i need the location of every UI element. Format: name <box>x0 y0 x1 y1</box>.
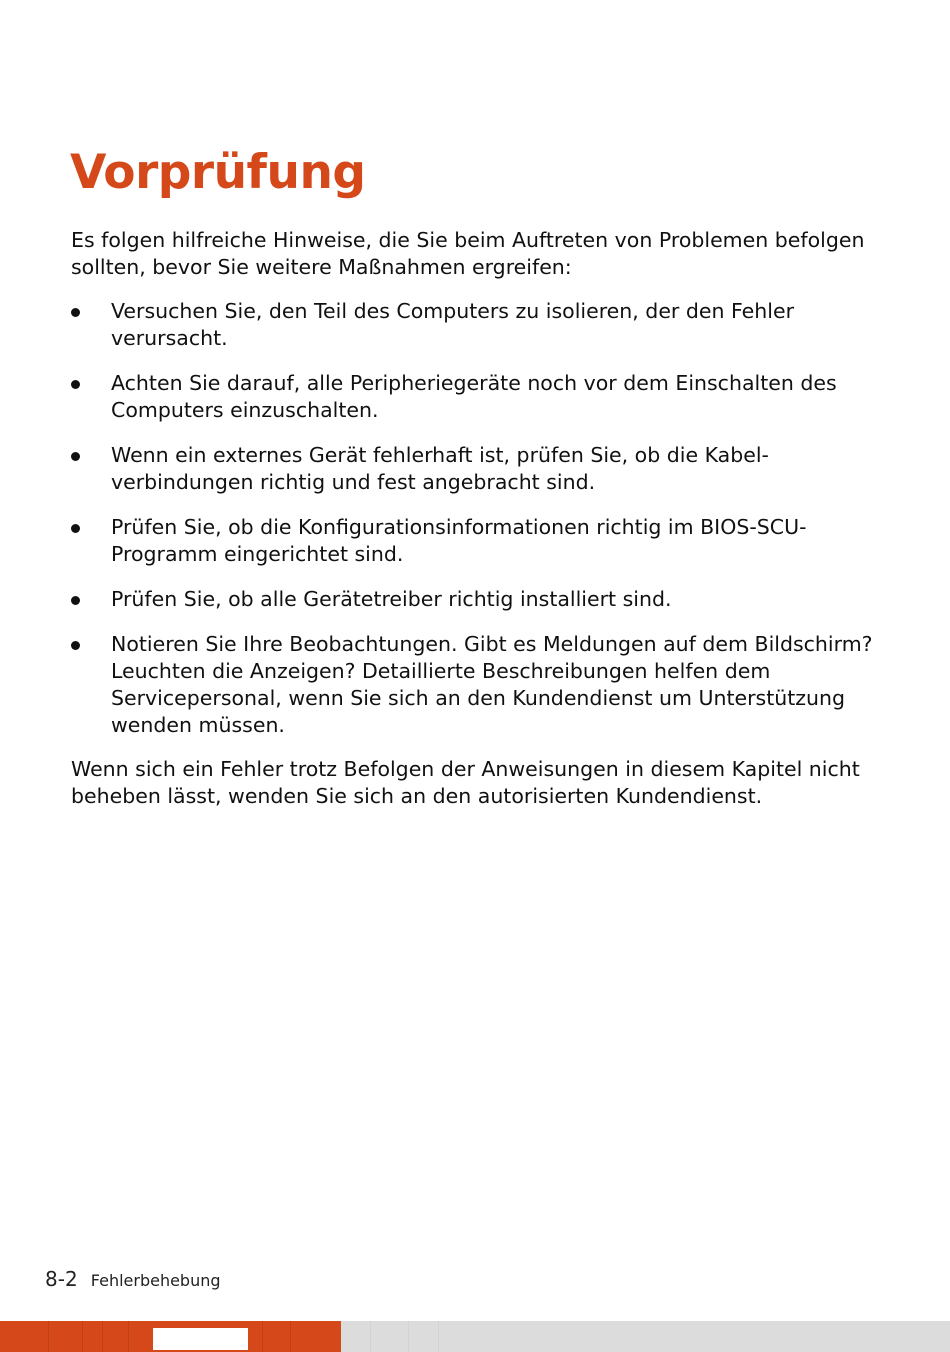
closing-paragraph: Wenn sich ein Fehler trotz Befolgen der Anweisungen in diesem Kapitel nicht beheben lässt, wenden Sie sich an den autorisierten Kundendienst. <box>71 757 860 808</box>
list-item <box>71 370 881 424</box>
bullet-list <box>71 298 881 757</box>
list-item-text: Versuchen Sie, den Teil des Computers zu isolieren, der den Fehler verursacht. <box>111 299 795 350</box>
page-title: Vorprüfung <box>70 145 366 200</box>
page-number: 8-2 <box>45 1267 78 1291</box>
chapter-name: Fehlerbehebung <box>90 1271 221 1290</box>
bar-divider <box>82 1321 83 1352</box>
bullet-icon <box>71 380 80 389</box>
list-item-text: Achten Sie darauf, alle Peripheriegeräte noch vor dem Einschalten des Computers einzuschalten. <box>111 371 837 422</box>
intro-paragraph: Es folgen hilfreiche Hinweise, die Sie beim Auftreten von Problemen befolgen sollten, bevor Sie weitere Maßnahmen ergreifen: <box>71 228 865 279</box>
bar-divider <box>438 1321 439 1352</box>
bullet-icon <box>71 596 80 605</box>
list-item-text: Wenn ein externes Gerät fehlerhaft ist, prüfen Sie, ob die Kabel-verbindungen richtig und fest angebracht sind. <box>111 443 769 494</box>
list-item <box>71 631 881 739</box>
list-item-text: Prüfen Sie, ob alle Gerätetreiber richtig installiert sind. <box>111 587 672 611</box>
list-item <box>71 298 881 352</box>
bar-divider <box>370 1321 371 1352</box>
list-item-text: Prüfen Sie, ob die Konfigurationsinformationen richtig im BIOS-SCU-Programm eingerichtet sind. <box>111 515 807 566</box>
list-item-text: Notieren Sie Ihre Beobachtungen. Gibt es Meldungen auf dem Bildschirm? Leuchten die Anzeigen? Detaillierte Beschreibungen helfen dem Servicepersonal, wenn Sie sich an den Kundendienst um Unterstützung wenden müssen. <box>111 632 873 737</box>
bar-divider <box>128 1321 129 1352</box>
bullet-icon <box>71 641 80 650</box>
bullet-icon <box>71 452 80 461</box>
footer-color-bar <box>0 1321 950 1352</box>
bar-divider <box>102 1321 103 1352</box>
list-item <box>71 586 881 613</box>
bar-divider <box>290 1321 291 1352</box>
bullet-icon <box>71 308 80 317</box>
list-item <box>71 442 881 496</box>
list-item <box>71 514 881 568</box>
footer-white-block <box>153 1328 248 1350</box>
bullet-icon <box>71 524 80 533</box>
bar-divider <box>408 1321 409 1352</box>
bar-divider <box>262 1321 263 1352</box>
bar-divider <box>48 1321 49 1352</box>
page-footer <box>45 1267 221 1291</box>
